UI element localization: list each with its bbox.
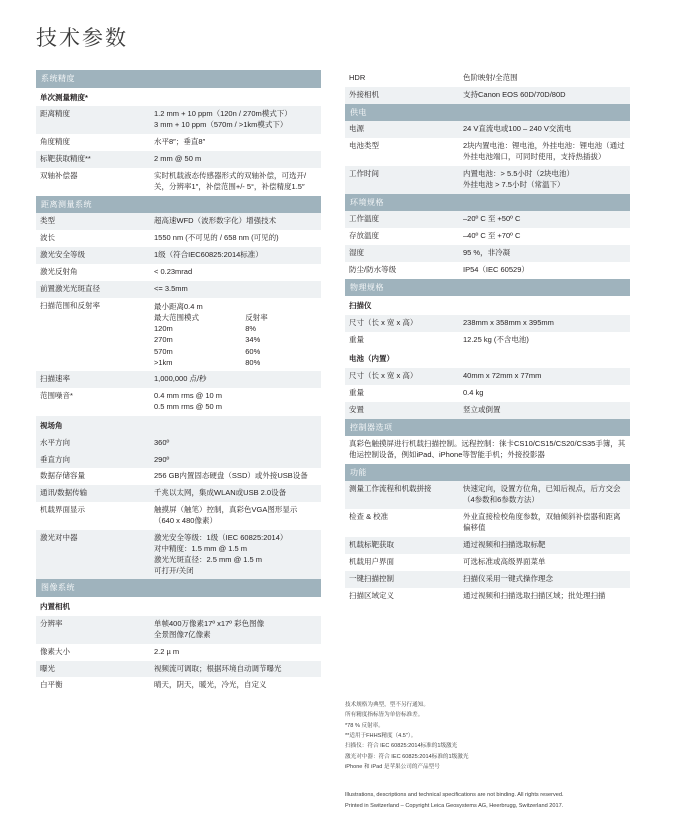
spec-subheader-value xyxy=(150,597,321,616)
spec-row-value: IP54（IEC 60529） xyxy=(463,264,529,274)
spec-subheader xyxy=(345,296,630,315)
spec-row-value: 单帧400万像素17º x17º 彩色图像 全景图像7亿像素 xyxy=(150,616,321,644)
spec-row xyxy=(36,371,321,388)
spec-row xyxy=(345,211,630,228)
spec-row-label: 工作温度 xyxy=(345,211,459,228)
spec-row xyxy=(345,537,630,554)
spec-row-label: 尺寸（长 x 宽 x 高） xyxy=(345,368,459,385)
footnote-line: 所有精度指标皆为单倍标准差。 xyxy=(345,712,424,719)
spec-row xyxy=(36,134,321,151)
spec-subheader xyxy=(345,349,630,368)
section-header xyxy=(36,196,321,214)
spec-row-value: 1550 nm (不可见的 / 658 nm (可见的) xyxy=(154,233,279,243)
range-value: 120m xyxy=(154,324,173,334)
spec-row-label: 外接相机 xyxy=(345,87,459,104)
spec-row-value: 通过视频和扫描选取标靶 xyxy=(459,537,630,554)
section-header-label: 距离测量系统 xyxy=(36,196,321,214)
section-header xyxy=(36,70,321,88)
spec-row-value: 激光安全等级：1级（IEC 60825:2014） 对中精度：1.5 mm @ 1.5 m 激光光斑直径：2.5 mm @ 1.5 m 可打开/关闭 xyxy=(150,530,321,580)
spec-row-value: 95 %，非冷凝 xyxy=(459,245,630,262)
right-spec-table xyxy=(345,70,630,604)
spec-row-label: 尺寸（长 x 宽 x 高） xyxy=(345,315,459,332)
spec-row-value: 触摸屏（触笔）控制，真彩色VGA图形显示（640 x 480像素） xyxy=(154,505,298,526)
section-header-label: 供电 xyxy=(345,104,630,122)
spec-row-value: 视频流可调取；根据环境自动调节曝光 xyxy=(150,661,321,678)
table-row xyxy=(154,334,317,345)
left-column xyxy=(36,70,321,694)
spec-row-value: –20º C 至 +50º C xyxy=(459,211,630,228)
spec-row-value: 24 V直流电或100 – 240 V交流电 xyxy=(459,121,630,138)
spec-subheader-label: 视场角 xyxy=(36,416,150,435)
footnote-line: *78 % 反射率。 xyxy=(345,722,384,729)
footnote-line: 扫描仪：符合 IEC 60825:2014标准的1级激光 xyxy=(345,743,458,750)
right-column xyxy=(345,70,630,694)
reflectivity-value: 60% xyxy=(245,346,261,356)
spec-row xyxy=(345,509,630,537)
spec-row-value: 色阶映射/全范围 xyxy=(463,73,518,82)
spec-subheader-value xyxy=(459,296,630,315)
spec-row-label: HDR xyxy=(349,73,366,82)
spec-row xyxy=(36,151,321,168)
spec-row-value: 1,000,000 点/秒 xyxy=(150,371,321,388)
reflectivity-value: 34% xyxy=(245,335,261,345)
spec-row-value: 256 GB内置固态硬盘（SSD）或外接USB设备 xyxy=(154,471,308,481)
min-distance-note: 最小距离0.4 m xyxy=(154,301,203,311)
spec-row-label: 通讯/数据传输 xyxy=(36,485,150,502)
spec-row xyxy=(36,452,321,469)
spec-row-value: 40mm x 72mm x 77mm xyxy=(459,368,630,385)
spec-row-label: 工作时间 xyxy=(345,166,459,194)
spec-row-value: 快速定向，设置方位角，已知后视点，后方交会（4参数和6参数方法） xyxy=(459,481,630,509)
spec-row-label: 角度精度 xyxy=(40,137,70,147)
spec-row-value: 实时机载液态传感器形式的双轴补偿，可选开/关，分辨率1″，补偿范围+/- 5°，补偿精度1.5″ xyxy=(154,170,307,191)
section-header xyxy=(345,104,630,122)
legal-line: Printed in Switzerland – Copyright Leica Geosystems AG, Heerbrugg, Switzerland 2017. xyxy=(345,803,564,810)
section-header xyxy=(345,279,630,297)
spec-row xyxy=(345,554,630,571)
spec-row-value: 1级（符合IEC60825:2014标准） xyxy=(150,247,321,264)
spec-row-label: 前置激光光斑直径 xyxy=(36,281,150,298)
spec-row xyxy=(36,281,321,298)
spec-row-value: <= 3.5mm xyxy=(150,281,321,298)
footnotes xyxy=(345,700,665,772)
reflectivity-column-header: 反射率 xyxy=(245,312,268,322)
spec-row-value: 水平8″；垂直8″ xyxy=(154,137,206,147)
spec-row-label: 曝光 xyxy=(36,661,150,678)
spec-row xyxy=(36,468,321,485)
footnote-line: **适用于FHHS精度（4.5″）。 xyxy=(345,733,417,740)
spec-row-value: 290º xyxy=(150,452,321,469)
range-value: >1km xyxy=(154,357,173,367)
footnote-line: 技术规格为典型，型不另行通知。 xyxy=(345,702,429,708)
spec-subheader-label: 单次测量精度* xyxy=(40,92,88,102)
spec-row xyxy=(345,436,630,464)
spec-row-label: 扫描范围和反射率 xyxy=(40,300,100,310)
spec-row-value: 通过视频和扫描选取扫描区域；批处理扫描 xyxy=(463,590,606,600)
spec-row-value: 支持Canon EOS 60D/70D/80D xyxy=(459,87,630,104)
spec-row-label: 类型 xyxy=(36,213,150,230)
section-header-label: 控制器选项 xyxy=(345,419,630,437)
range-value: 570m xyxy=(154,346,173,356)
spec-subheader-value xyxy=(459,349,630,368)
spec-row-value: 竖立或倒置 xyxy=(459,402,630,419)
spec-row-value: 扫描仪采用一键式操作理念 xyxy=(459,571,630,588)
left-spec-table xyxy=(36,70,321,694)
spec-row-label: 数据存储容量 xyxy=(40,471,85,481)
spec-row-value: 238mm x 358mm x 395mm xyxy=(459,315,630,332)
spec-row-label: 扫描区域定义 xyxy=(349,590,394,600)
spec-row-label: 机载标靶获取 xyxy=(345,537,459,554)
spec-row xyxy=(36,677,321,694)
section-header-label: 环境规格 xyxy=(345,194,630,212)
reflectivity-value: 80% xyxy=(245,357,261,367)
spec-row-value: 2.2 µ m xyxy=(154,646,180,656)
footnote-line: 激光对中器：符合 IEC 60825:2014标准的1级激光 xyxy=(345,753,469,760)
spec-row-label: 标靶获取精度** xyxy=(36,151,150,168)
spec-row xyxy=(36,661,321,678)
spec-row-label: 分辨率 xyxy=(36,616,150,644)
footnote-line: iPhone 和 iPad 是苹果公司的产品型号 xyxy=(345,764,440,771)
spec-row-value: 2 mm @ 50 m xyxy=(150,151,321,168)
section-header xyxy=(36,579,321,597)
section-header-label: 功能 xyxy=(345,464,630,482)
spec-row-label: 波长 xyxy=(40,233,55,243)
spec-row-value: 0.4 kg xyxy=(463,387,484,397)
spec-row-value: 1.2 mm + 10 ppm（120n / 270m模式下） 3 mm + 10 ppm（570m / >1km模式下） xyxy=(150,106,321,134)
spec-row-label: 距离精度 xyxy=(36,106,150,134)
spec-row-value: < 0.23mrad xyxy=(154,266,193,276)
spec-row-value: –40º C 至 +70º C xyxy=(463,231,521,241)
spec-row xyxy=(36,106,321,134)
spec-row xyxy=(345,385,630,402)
spec-row-label: 扫描速率 xyxy=(36,371,150,388)
spec-row xyxy=(345,138,630,166)
spec-row-label: 机载界面显示 xyxy=(40,505,85,515)
spec-row-label: 机载用户界面 xyxy=(349,556,394,566)
spec-row xyxy=(36,644,321,661)
spec-row xyxy=(345,87,630,104)
spec-subheader-value xyxy=(150,416,321,435)
spec-subheader xyxy=(36,597,321,616)
spec-row-label: 电池类型 xyxy=(349,141,379,151)
spec-row-label: 电源 xyxy=(345,121,459,138)
spec-row xyxy=(36,264,321,281)
table-row xyxy=(154,323,317,334)
spec-row xyxy=(345,332,630,349)
spec-row xyxy=(36,435,321,452)
spec-row-label: 白平衡 xyxy=(40,680,63,690)
spec-row-label: 像素大小 xyxy=(40,646,70,656)
spec-row xyxy=(345,481,630,509)
spec-row-value: 2块内置电池：锂电池，外挂电池：锂电池（通过外挂电池端口，可同时使用，支持热插拔） xyxy=(463,141,625,162)
section-header xyxy=(345,419,630,437)
section-header-label: 物理规格 xyxy=(345,279,630,297)
spec-row-label: 范围噪音* xyxy=(40,391,73,401)
section-header-label: 图像系统 xyxy=(36,579,321,597)
spec-row-value: 内置电池：> 5.5小时（2块电池） 外挂电池 > 7.5小时（常温下） xyxy=(459,166,630,194)
range-column-header: 最大范围模式 xyxy=(154,312,199,322)
table-row xyxy=(154,346,317,357)
spec-row xyxy=(36,502,321,530)
spec-row-value: 360º xyxy=(150,435,321,452)
spec-row xyxy=(36,247,321,264)
spec-row-value: 真彩色触摸屏进行机载扫描控制。远程控制：徕卡CS10/CS15/CS20/CS35手簿，其他运控制设备，例如iPad、iPhone等智能手机；外接投影器 xyxy=(349,439,626,459)
spec-row-label: 垂直方向 xyxy=(36,452,150,469)
spec-row xyxy=(345,166,630,194)
spec-row-value: 千兆以太网，集成WLAN或USB 2.0设备 xyxy=(150,485,321,502)
spec-row xyxy=(36,168,321,196)
spec-row-label: 双轴补偿器 xyxy=(40,170,78,180)
spec-row xyxy=(345,402,630,419)
spec-row-label: 存放温度 xyxy=(349,231,379,241)
spec-row-label: 激光安全等级 xyxy=(36,247,150,264)
spec-row-label: 湿度 xyxy=(345,245,459,262)
page-title: 技术参数 xyxy=(36,27,128,50)
spec-subheader-label: 内置相机 xyxy=(40,602,70,612)
spec-row-label: 测量工作流程和机载拼接 xyxy=(345,481,459,509)
spec-subheader-label: 扫描仪 xyxy=(349,301,372,311)
spec-row-label: 重量 xyxy=(349,387,364,397)
spec-row xyxy=(345,588,630,605)
spec-subheader-value xyxy=(150,88,321,107)
spec-row xyxy=(345,571,630,588)
spec-row xyxy=(345,368,630,385)
scan-range-table xyxy=(154,301,317,369)
spec-row-label: 激光对中器 xyxy=(36,530,150,580)
spec-row xyxy=(36,485,321,502)
legal-line: Illustrations, descriptions and technical specifications are not binding. All rights reserved. xyxy=(345,792,564,798)
spec-row-label: 防尘/防水等级 xyxy=(349,264,397,274)
spec-row-value: 12.25 kg (不含电池) xyxy=(463,335,529,345)
spec-row xyxy=(345,315,630,332)
section-header xyxy=(345,194,630,212)
spec-row xyxy=(36,230,321,247)
scan-range-table-cell xyxy=(150,298,321,372)
scan-range-row xyxy=(36,298,321,372)
spec-row xyxy=(345,262,630,279)
spec-row-value: 晴天，阴天，暖光，冷光，自定义 xyxy=(154,680,267,690)
section-header xyxy=(345,464,630,482)
spec-subheader xyxy=(36,88,321,107)
spec-row-label: 激光反射角 xyxy=(40,266,78,276)
range-value: 270m xyxy=(154,335,173,345)
spec-row xyxy=(345,121,630,138)
spec-row-label: 检查 & 校准 xyxy=(349,512,389,522)
spec-row-label: 一键扫描控制 xyxy=(345,571,459,588)
spec-row xyxy=(345,228,630,245)
table-row xyxy=(154,357,317,368)
spec-row-value: 0.4 mm rms @ 10 m 0.5 mm rms @ 50 m xyxy=(154,391,223,411)
spec-row xyxy=(36,616,321,644)
spec-row xyxy=(345,70,630,87)
spec-subheader-label: 电池（内置） xyxy=(349,354,394,364)
spec-subheader xyxy=(36,416,321,435)
spec-row xyxy=(36,213,321,230)
reflectivity-value: 8% xyxy=(245,324,257,334)
spec-row xyxy=(36,388,321,416)
spec-row-value: 可选标准或高级界面菜单 xyxy=(463,556,546,566)
spec-row xyxy=(36,530,321,580)
section-header-label: 系统精度 xyxy=(36,70,321,88)
spec-columns xyxy=(0,52,683,694)
spec-row-value: 外业直接检校角度参数，双轴倾斜补偿器和距离偏移值 xyxy=(463,512,621,533)
spec-row-label: 安置 xyxy=(345,402,459,419)
spec-row-value: 超高速WFD（波形数字化）增强技术 xyxy=(150,213,321,230)
spec-row-label: 重量 xyxy=(349,335,364,345)
spec-row-label: 水平方向 xyxy=(36,435,150,452)
spec-row xyxy=(345,245,630,262)
legal-notice xyxy=(345,790,670,812)
